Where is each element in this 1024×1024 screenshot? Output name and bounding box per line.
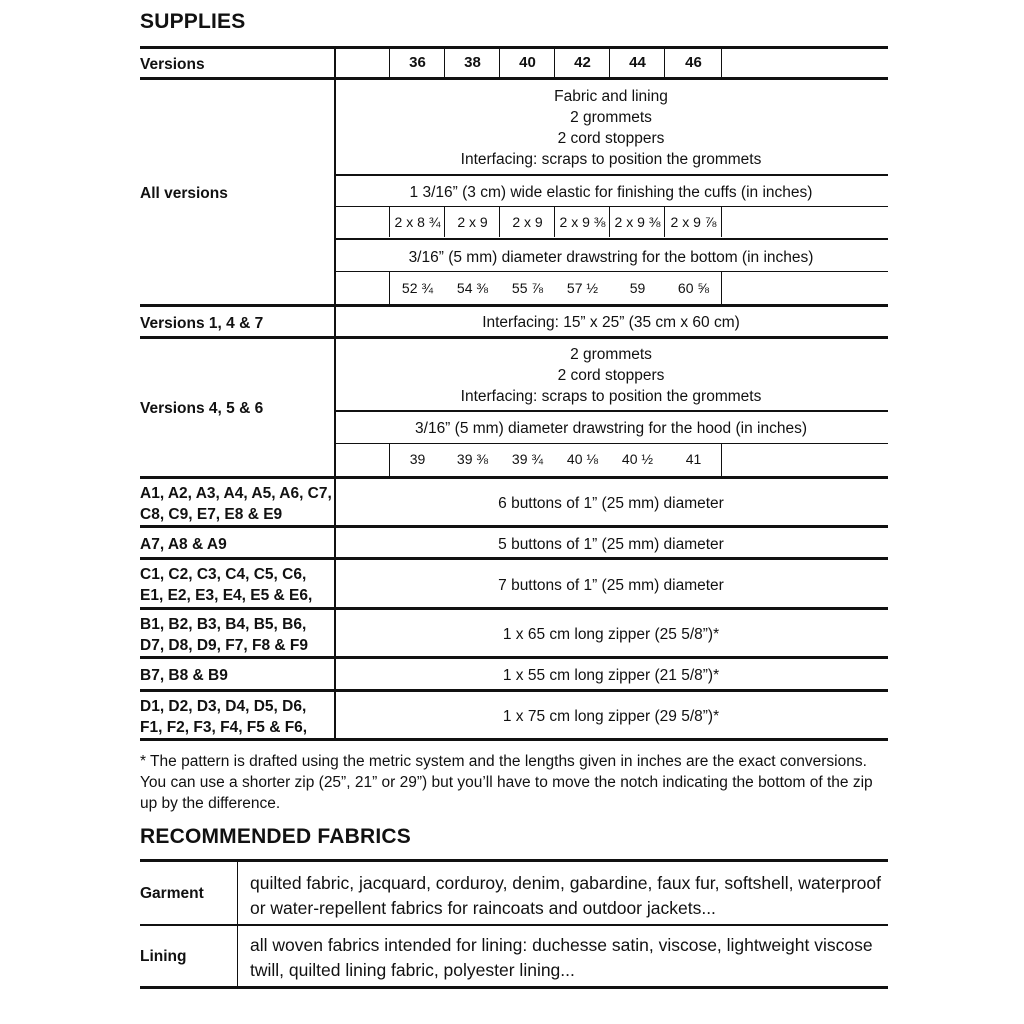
supplies-title: SUPPLIES — [140, 10, 246, 33]
row-label: D1, D2, D3, D4, D5, D6, F1, F2, F3, F4, F5 & F6, — [140, 698, 308, 736]
garment-text: quilted fabric, jacquard, corduroy, denim, gabardine, faux fur, softshell, waterproof or water-repellent fabrics for raincoats and outdoor jackets... — [250, 873, 881, 918]
rule — [140, 557, 888, 560]
drawstring-value: 57 ½ — [566, 280, 599, 296]
lining-label: Lining — [140, 948, 187, 965]
size-header: 46 — [685, 54, 702, 71]
hood-drawstring-value: 39 ⅜ — [456, 451, 489, 467]
drawstring-value: 52 ¾ — [401, 280, 434, 296]
footnote: * The pattern is drafted using the metric system and the lengths given in inches are the exact conversions. You can use a shorter zip (25”, 21” or 29”) but you’ll have to move the notch indicating the bottom of the zip up by the difference. — [140, 753, 873, 812]
size-header: 44 — [629, 54, 646, 71]
versions-456-label: Versions 4, 5 & 6 — [140, 400, 264, 417]
all-versions-label: All versions — [140, 185, 228, 202]
rule — [140, 738, 888, 741]
row-text: 1 x 65 cm long zipper (25 5/8”)* — [502, 626, 720, 643]
elastic-title: 1 3/16” (3 cm) wide elastic for finishing the cuffs (in inches) — [409, 184, 813, 201]
elastic-value: 2 x 9 ⅜ — [559, 214, 606, 230]
supply-line: Interfacing: scraps to position the grommets — [460, 151, 762, 168]
rule — [336, 271, 888, 272]
fabrics-title: RECOMMENDED FABRICS — [140, 825, 411, 848]
elastic-value: 2 x 9 ⅞ — [670, 214, 717, 230]
size-header: 38 — [464, 54, 481, 71]
rule — [140, 77, 888, 80]
hood-drawstring-value: 40 ⅛ — [566, 451, 599, 467]
rule — [336, 443, 888, 444]
supply-line: Fabric and lining — [554, 88, 668, 105]
versions-147-label: Versions 1, 4 & 7 — [140, 315, 264, 332]
versions-label: Versions — [140, 56, 205, 73]
hood-drawstring-value: 40 ½ — [621, 451, 654, 467]
rule — [140, 689, 888, 692]
row-text: 1 x 75 cm long zipper (29 5/8”)* — [502, 708, 720, 725]
elastic-value: 2 x 9 — [512, 214, 543, 230]
col-divider — [721, 48, 722, 77]
rule — [140, 525, 888, 528]
rule — [336, 238, 888, 240]
hood-drawstring-value: 41 — [685, 451, 702, 467]
rule — [140, 924, 888, 926]
hood-drawstring-value: 39 ¾ — [511, 451, 544, 467]
rule — [336, 410, 888, 412]
drawstring-title: 3/16” (5 mm) diameter drawstring for the bottom (in inches) — [408, 249, 814, 266]
elastic-value: 2 x 9 ⅜ — [614, 214, 661, 230]
rule — [140, 656, 888, 659]
row-text: 5 buttons of 1” (25 mm) diameter — [498, 536, 724, 553]
drawstring-value: 60 ⅝ — [677, 280, 710, 296]
elastic-value: 2 x 8 ¾ — [394, 214, 441, 230]
supply-line: 2 cord stoppers — [557, 130, 665, 147]
row-text: 7 buttons of 1” (25 mm) diameter — [498, 577, 724, 594]
size-header: 42 — [574, 54, 591, 71]
row-label: A1, A2, A3, A4, A5, A6, C7, C8, C9, E7, E8 & E9 — [140, 485, 332, 523]
col-divider — [721, 444, 722, 476]
rule — [140, 607, 888, 610]
versions-147-text: Interfacing: 15” x 25” (35 cm x 60 cm) — [482, 314, 740, 331]
rule — [336, 174, 888, 176]
rule — [140, 336, 888, 339]
supply-line: 2 grommets — [570, 109, 652, 126]
drawstring-value: 59 — [629, 280, 646, 296]
row-text: 1 x 55 cm long zipper (21 5/8”)* — [502, 667, 720, 684]
row-text: 6 buttons of 1” (25 mm) diameter — [498, 495, 724, 512]
row-label: B1, B2, B3, B4, B5, B6, D7, D8, D9, F7, F8 & F9 — [140, 616, 308, 654]
row-label: B7, B8 & B9 — [140, 667, 228, 684]
supply-line: Interfacing: scraps to position the grommets — [460, 388, 762, 405]
drawstring-value: 54 ⅜ — [456, 280, 489, 296]
supply-line: 2 cord stoppers — [557, 367, 665, 384]
hood-drawstring-title: 3/16” (5 mm) diameter drawstring for the hood (in inches) — [415, 420, 807, 437]
col-divider — [721, 272, 722, 304]
rule — [140, 986, 888, 989]
lining-text: all woven fabrics intended for lining: duchesse satin, viscose, lightweight viscose twill, quilted lining fabric, polyester lining... — [250, 935, 873, 980]
hood-drawstring-value: 39 — [409, 451, 426, 467]
garment-label: Garment — [140, 885, 204, 902]
col-divider — [721, 207, 722, 237]
rule — [140, 476, 888, 479]
rule — [140, 46, 888, 49]
row-label: A7, A8 & A9 — [140, 536, 227, 553]
drawstring-value: 55 ⅞ — [511, 280, 544, 296]
rule — [140, 304, 888, 307]
size-header: 36 — [409, 54, 426, 71]
rule — [336, 206, 888, 207]
rule — [140, 859, 888, 862]
row-label: C1, C2, C3, C4, C5, C6, E1, E2, E3, E4, E5 & E6, — [140, 566, 313, 604]
size-header: 40 — [519, 54, 536, 71]
supply-line: 2 grommets — [570, 346, 652, 363]
elastic-value: 2 x 9 — [457, 214, 488, 230]
